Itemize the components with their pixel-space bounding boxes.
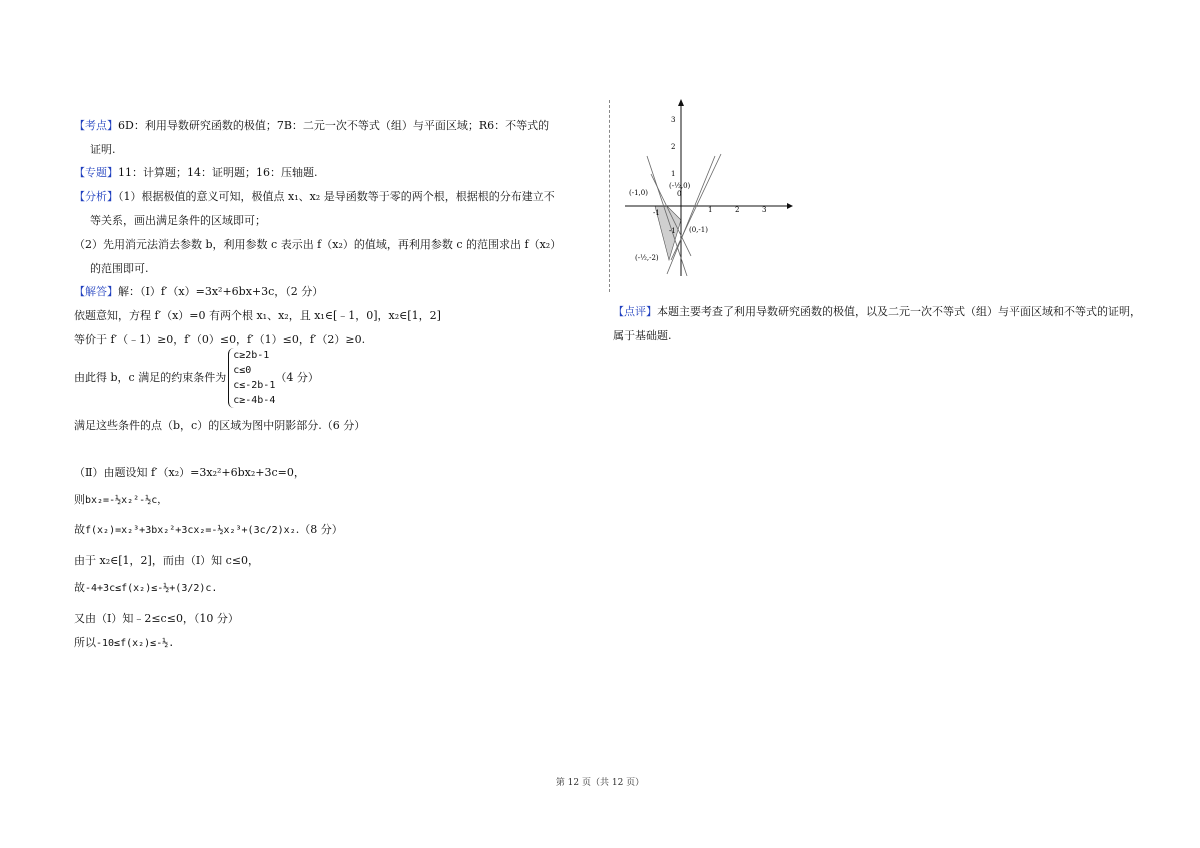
jieda-line-10	[74, 580, 217, 597]
constraint-3: c≤-2b-1	[233, 380, 276, 391]
fenxi-line-2: 等关系，画出满足条件的区域即可；	[90, 214, 266, 227]
constraint-brace	[228, 348, 275, 408]
constraint-prefix: 由此得 b，c 满足的约束条件为	[74, 371, 227, 384]
kaodian-line-1	[74, 118, 549, 134]
fenxi-text-1: （1）根据极值的意义可知，极值点 x₁、x₂ 是导函数等于零的两个根，根据根的分布建立不	[118, 190, 555, 203]
kaodian-text-1: 6D：利用导数研究函数的极值；7B：二元一次不等式（组）与平面区域；R6：不等式的	[118, 119, 550, 132]
point-label-b: (-½,0)	[669, 182, 691, 190]
tick-x-0: 0	[677, 190, 682, 198]
tick-y-3: 3	[671, 116, 676, 124]
jieda-8-math: f(x₂)=x₂³+3bx₂²+3cx₂=-½x₂³+(3c/2)x₂	[85, 525, 296, 536]
zhuanti-line	[74, 165, 318, 181]
point-label-a: (-1,0)	[629, 189, 648, 197]
point-label-d: (-½,-2)	[635, 254, 659, 262]
tick-y--1: -1	[669, 227, 676, 235]
jieda-8-suffix: .（8 分）	[295, 523, 343, 536]
tick-x--1: -1	[653, 209, 660, 217]
kaodian-tag: 【考点】	[74, 119, 118, 132]
constraint-2: c≤0	[233, 365, 252, 376]
jieda-tag: 【解答】	[74, 285, 118, 298]
zhuanti-tag: 【专题】	[74, 166, 118, 179]
constraint-1: c≥2b-1	[233, 350, 270, 361]
jieda-10-math: -4+3c≤f(x₂)≤-½+(3/2)c.	[85, 583, 218, 594]
jieda-7-prefix: 则	[74, 493, 85, 506]
jieda-8-prefix: 故	[74, 523, 85, 536]
tick-x-1: 1	[708, 206, 713, 214]
jieda-10-prefix: 故	[74, 581, 85, 594]
tick-y-2: 2	[671, 143, 676, 151]
zhuanti-text: 11：计算题；14：证明题；16：压轴题.	[118, 166, 318, 179]
jieda-line-1	[74, 284, 323, 300]
jieda-line-7	[74, 492, 167, 509]
tick-x-3: 3	[762, 206, 767, 214]
tick-x-2: 2	[735, 206, 740, 214]
fenxi-line-1	[74, 189, 555, 205]
jieda-line-8	[74, 522, 343, 539]
jieda-text-1: 解：（Ⅰ）f′（x）=3x²+6bx+3c，（2 分）	[118, 285, 324, 298]
point-label-c: (0,-1)	[689, 226, 708, 234]
constraint-4: c≥-4b-4	[233, 395, 276, 406]
feasible-region-graph	[615, 96, 795, 276]
constraint-suffix: （4 分）	[275, 371, 319, 384]
jieda-line-5: 满足这些条件的点（b，c）的区域为图中阴影部分.（6 分）	[74, 419, 366, 432]
jieda-line-12	[74, 635, 174, 652]
jieda-line-3: 等价于 f′（﹣1）≥0，f′（0）≤0，f′（1）≤0，f′（2）≥0.	[74, 333, 366, 346]
page-footer: 第 12 页（共 12 页）	[555, 778, 645, 788]
line-c-eq-2b-1	[671, 154, 721, 260]
jieda-7-math: bx₂=-½x₂²-½c，	[85, 495, 168, 506]
fenxi-line-3: （2）先用消元法消去参数 b，利用参数 c 表示出 f（x₂）的值域，再利用参数 c 的范围求出 f（x₂）	[74, 238, 562, 251]
column-divider	[609, 100, 610, 292]
jieda-12-math: -10≤f(x₂)≤-½.	[96, 638, 175, 649]
y-axis-arrow	[678, 99, 684, 106]
constraint-system	[74, 348, 319, 408]
dianping-block	[613, 300, 1143, 348]
fenxi-tag: 【分析】	[74, 190, 118, 203]
jieda-12-prefix: 所以	[74, 636, 96, 649]
tick-y-1: 1	[671, 170, 676, 178]
fenxi-line-4: 的范围即可.	[90, 262, 149, 275]
dianping-text: 本题主要考查了利用导数研究函数的极值，以及二元一次不等式（组）与平面区域和不等式的证明，属于基础题.	[613, 305, 1141, 342]
jieda-line-11: 又由（Ⅰ）知﹣2≤c≤0，（10 分）	[74, 612, 239, 625]
jieda-line-2: 依题意知，方程 f′（x）=0 有两个根 x₁、x₂，且 x₁∈[﹣1，0]，x₂∈[1，2]	[74, 309, 441, 322]
jieda-line-6: （Ⅱ）由题设知 f′（x₂）=3x₂²+6bx₂+3c=0，	[74, 466, 305, 479]
kaodian-line-2: 证明.	[90, 143, 116, 156]
dianping-tag: 【点评】	[613, 305, 657, 318]
x-axis-arrow	[787, 203, 793, 209]
jieda-line-9: 由于 x₂∈[1，2]，而由（Ⅰ）知 c≤0，	[74, 554, 260, 567]
